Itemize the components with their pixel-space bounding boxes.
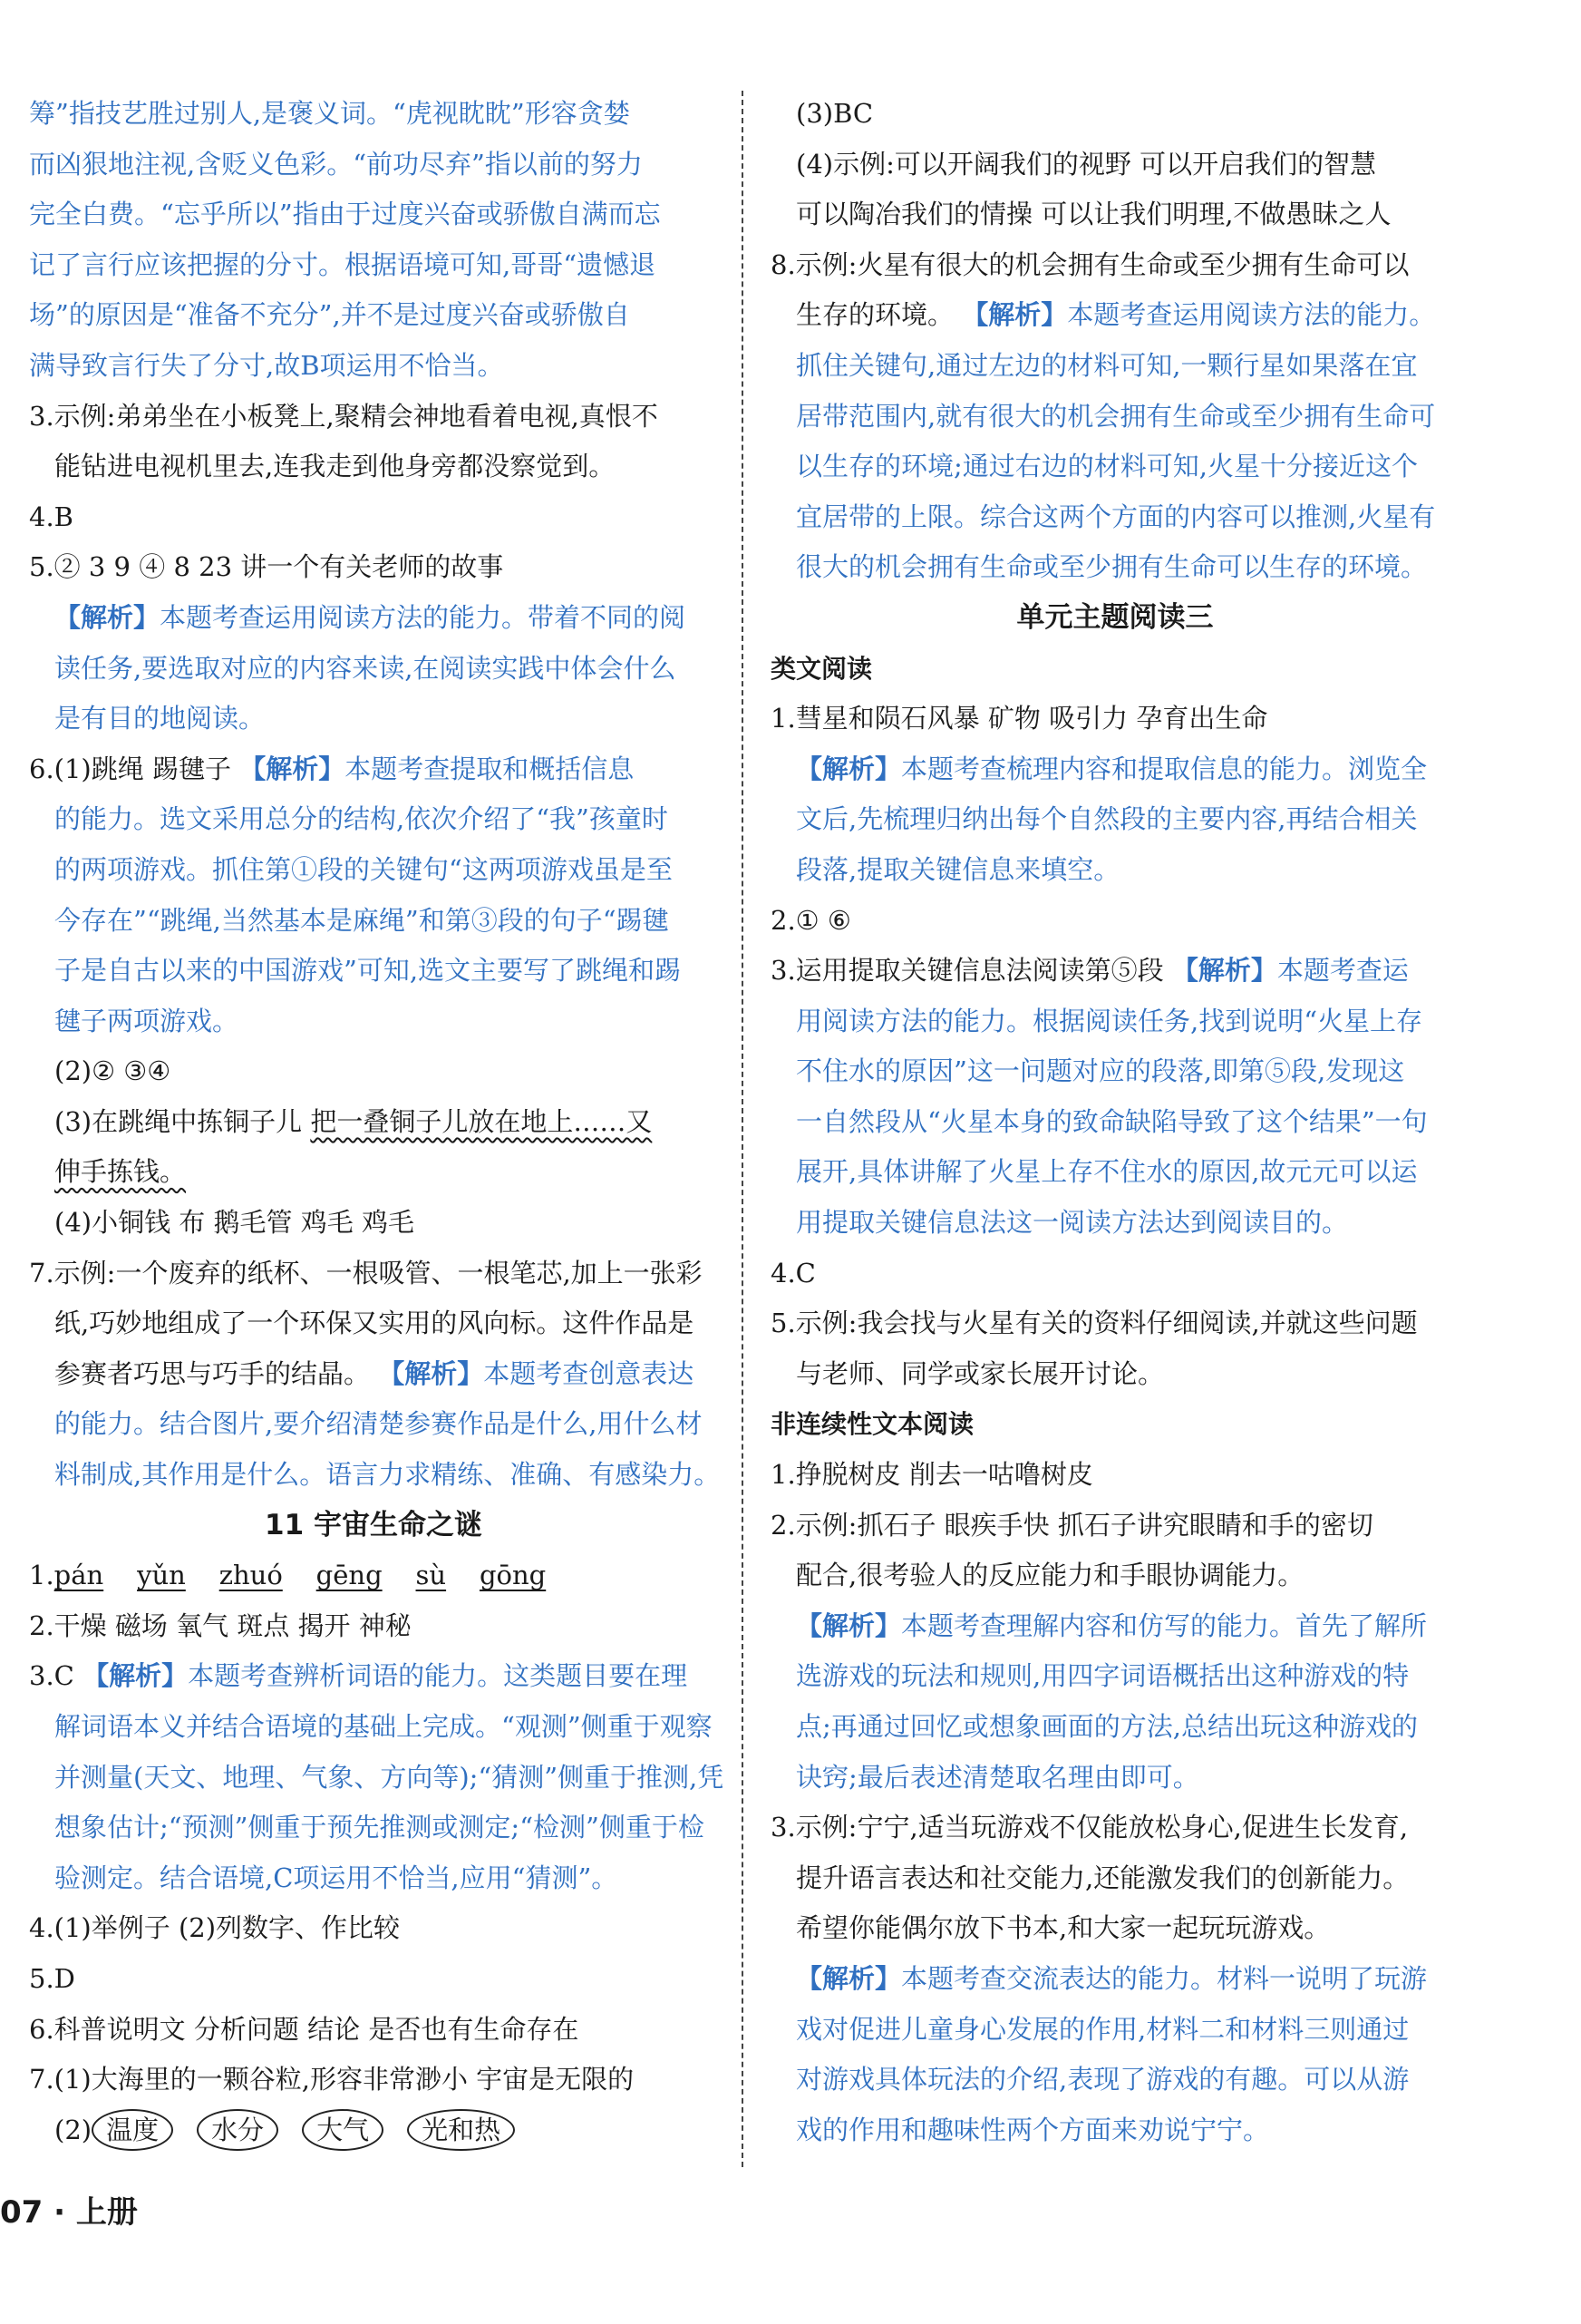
analysis-tag: 【解析】: [239, 753, 345, 784]
text-line: 并测量(天文、地理、气象、方向等);“猜测”侧重于推测,凭: [54, 1761, 724, 1793]
answer-text: 参赛者巧思与巧手的结晶。: [54, 1357, 379, 1389]
text-line: 配合,很考验人的反应能力和手眼协调能力。: [796, 1560, 1305, 1591]
text-line: 戏的作用和趣味性两个方面来劝说宁宁。: [796, 2114, 1270, 2145]
text-line: 抓住关键句,通过左边的材料可知,一颗行星如果落在宜: [796, 349, 1418, 381]
section-title-11: 11 宇宙生命之谜: [265, 1508, 482, 1541]
text-line: 以生存的环境;通过右边的材料可知,火星十分接近这个: [796, 451, 1418, 482]
wavy-underlined-text: 把一叠铜子儿放在地上……又: [310, 1105, 653, 1137]
answer-8: 8.示例:火星有很大的机会拥有生命或至少拥有生命可以: [771, 248, 1410, 280]
analysis-line: [771, 1601, 1460, 1652]
column-divider: [742, 91, 743, 2167]
text-line: 记了言行应该把握的分寸。根据语境可知,哥哥“遗憾退: [29, 248, 656, 280]
analysis-tag: 【解析】: [82, 1660, 189, 1692]
subsection-title: 类文阅读: [771, 653, 873, 684]
answer-text: 3.C: [29, 1660, 83, 1692]
analysis-text: 本题考查运: [1276, 955, 1409, 987]
answer-3: [771, 946, 1460, 997]
pinyin-word: pán: [53, 1560, 104, 1591]
analysis-tag: 【解析】: [796, 1962, 902, 1994]
page-footer: 07 · 上册: [0, 2194, 138, 2231]
right-column: [771, 89, 1460, 2155]
text-line: [29, 1349, 718, 1400]
answer-number: 1.: [29, 1560, 54, 1591]
text-line: 诀窍;最后表述清楚取名理由即可。: [796, 1761, 1199, 1793]
answer-number: (2): [54, 2114, 92, 2145]
text-line: 宜居带的上限。综合这两个方面的内容可以推测,火星有: [796, 501, 1436, 532]
text-line: 的能力。结合图片,要介绍清楚参赛作品是什么,用什么材: [54, 1408, 703, 1440]
subsection-title: 非连续性文本阅读: [771, 1409, 975, 1440]
analysis-text: 本题考查运用阅读方法的能力。带着不同的阅: [160, 601, 686, 633]
analysis-tag: 【解析】: [1171, 955, 1277, 987]
left-column: [29, 89, 724, 2155]
text-line: 用提取关键信息法这一阅读方法达到阅读目的。: [796, 1207, 1349, 1239]
text-line: 验测定。结合语境,C项运用不恰当,应用“猜测”。: [54, 1862, 618, 1893]
text-line: 希望你能偶尔放下书本,和大家一起玩玩游戏。: [796, 1912, 1331, 1944]
answer-4: 4.B: [29, 501, 73, 532]
pinyin-word: sù: [415, 1560, 447, 1591]
answer-text: 生存的环境。: [796, 299, 963, 331]
pinyin-word: zhuó: [218, 1560, 283, 1591]
answer-1: 1.彗星和陨石风暴 矿物 吸引力 孕育出生命: [771, 703, 1268, 734]
answer-5: 5.② 3 9 ④ 8 23 讲一个有关老师的故事: [29, 551, 504, 583]
circled-word: 光和热: [407, 2109, 515, 2151]
text-line: 今存在”“跳绳,当然基本是麻绳”和第③段的句子“踢毽: [54, 904, 669, 936]
analysis-text: 本题考查创意表达: [483, 1357, 694, 1389]
text-line: 用阅读方法的能力。根据阅读任务,找到说明“火星上存: [796, 1005, 1423, 1036]
text-line: (2)② ③④: [54, 1055, 171, 1087]
unit-title: 单元主题阅读三: [1016, 600, 1214, 634]
analysis-tag: 【解析】: [378, 1357, 484, 1389]
answer-3: 3.示例:弟弟坐在小板凳上,聚精会神地看着电视,真恨不: [29, 400, 658, 432]
answer-6: 6.科普说明文 分析问题 结论 是否也有生命存在: [29, 2013, 579, 2045]
analysis-text: 本题考查梳理内容和提取信息的能力。浏览全: [901, 753, 1428, 784]
text-line: 解词语本义并结合语境的基础上完成。“观测”侧重于观察: [54, 1711, 713, 1742]
answer-2: 2.干燥 磁场 氧气 斑点 揭开 神秘: [29, 1609, 412, 1641]
pinyin-word: yǔn: [137, 1560, 186, 1591]
text-line: 展开,具体讲解了火星上存不住水的原因,故元元可以运: [796, 1156, 1418, 1188]
text-line: 段落,提取关键信息来填空。: [796, 853, 1120, 885]
text-line: 而凶狠地注视,含贬义色彩。“前功尽弃”指以前的努力: [29, 148, 643, 180]
answer-3: [29, 1651, 718, 1702]
analysis-text: 本题考查运用阅读方法的能力。: [1067, 299, 1436, 331]
text-line: [771, 290, 1460, 341]
text-line: 文后,先梳理归纳出每个自然段的主要内容,再结合相关: [796, 803, 1418, 835]
text-line: 场”的原因是“准备不充分”,并不是过度兴奋或骄傲自: [29, 299, 630, 331]
pinyin-word: gōng: [479, 1560, 547, 1591]
answer-text: (3)在跳绳中拣铜子儿: [54, 1105, 311, 1137]
circled-answers: [29, 2105, 718, 2156]
text-line: 一自然段从“火星本身的致命缺陷导致了这个结果”一句: [796, 1105, 1428, 1137]
text-line: 居带范围内,就有很大的机会拥有生命或至少拥有生命可: [796, 400, 1436, 432]
text-line: (4)小铜钱 布 鹅毛管 鸡毛 鸡毛: [54, 1207, 414, 1239]
circled-word: 水分: [197, 2109, 278, 2151]
answer-text: 6.(1)跳绳 踢毽子: [29, 753, 240, 784]
text-line: [29, 1147, 718, 1198]
answer-5: 5.示例:我会找与火星有关的资料仔细阅读,并就这些问题: [771, 1308, 1418, 1339]
answer-2: 2.① ⑥: [771, 904, 851, 936]
text-line: 很大的机会拥有生命或至少拥有生命可以生存的环境。: [796, 551, 1428, 583]
text-line: 想象估计;“预测”侧重于预先推测或测定;“检测”侧重于检: [54, 1812, 704, 1843]
text-line: 是有目的地阅读。: [54, 703, 266, 734]
text-line: 纸,巧妙地组成了一个环保又实用的风向标。这件作品是: [54, 1308, 694, 1339]
text-line: 满导致言行失了分寸,故B项运用不恰当。: [29, 349, 504, 381]
text-line: 可以陶冶我们的情操 可以让我们明理,不做愚昧之人: [796, 199, 1392, 230]
wavy-underlined-text: 伸手拣钱。: [54, 1156, 187, 1188]
text-line: 毽子两项游戏。: [54, 1005, 239, 1036]
text-line: 对游戏具体玩法的介绍,表现了游戏的有趣。可以从游: [796, 2064, 1410, 2095]
circled-word: 大气: [302, 2109, 383, 2151]
answer-text: 3.运用提取关键信息法阅读第⑤段: [771, 955, 1172, 987]
answer-2: 2.示例:抓石子 眼疾手快 抓石子讲究眼睛和手的密切: [771, 1509, 1373, 1541]
text-line: 能钻进电视机里去,连我走到他身旁都没察觉到。: [54, 451, 616, 482]
text-line: [29, 1097, 718, 1148]
analysis-text: 本题考查提取和概括信息: [344, 753, 635, 784]
circled-word: 温度: [92, 2109, 173, 2151]
analysis-tag: 【解析】: [54, 601, 160, 633]
text-line: 读任务,要选取对应的内容来读,在阅读实践中体会什么: [54, 652, 676, 684]
analysis-line: [771, 744, 1460, 795]
text-line: 的能力。选文采用总分的结构,依次介绍了“我”孩童时: [54, 803, 668, 835]
text-line: 筹”指技艺胜过别人,是褒义词。“虎视眈眈”形容贪婪: [29, 98, 630, 129]
text-line: 戏对促进儿童身心发展的作用,材料二和材料三则通过: [796, 2013, 1410, 2045]
text-line: 子是自古以来的中国游戏”可知,选文主要写了跳绳和踢: [54, 955, 682, 987]
answer-4: 4.(1)举例子 (2)列数字、作比较: [29, 1912, 401, 1944]
text-line: 选游戏的玩法和规则,用四字词语概括出这种游戏的特: [796, 1660, 1410, 1692]
text-line: 提升语言表达和社交能力,还能激发我们的创新能力。: [796, 1862, 1410, 1893]
answer-7: 7.(1)大海里的一颗谷粒,形容非常渺小 宇宙是无限的: [29, 2064, 635, 2095]
text-line: 与老师、同学或家长展开讨论。: [796, 1357, 1165, 1389]
text-line: (4)示例:可以开阔我们的视野 可以开启我们的智慧: [796, 148, 1377, 180]
answer-4: 4.C: [771, 1257, 816, 1288]
analysis-tag: 【解析】: [796, 753, 902, 784]
text-line: 点;再通过回忆或想象画面的方法,总结出玩这种游戏的: [796, 1711, 1418, 1742]
answer-5: 5.D: [29, 1962, 75, 1994]
analysis-tag: 【解析】: [796, 1609, 902, 1641]
text-line: (3)BC: [796, 98, 874, 129]
answer-7: 7.示例:一个废弃的纸杯、一根吸管、一根笔芯,加上一张彩: [29, 1257, 703, 1288]
answer-6: [29, 744, 718, 795]
answer-pinyin: [29, 1551, 718, 1601]
answer-3: 3.示例:宁宁,适当玩游戏不仅能放松身心,促进生长发育,: [771, 1812, 1409, 1843]
analysis-tag: 【解析】: [962, 299, 1068, 331]
text-line: 料制成,其作用是什么。语言力求精练、准确、有感染力。: [54, 1459, 721, 1491]
answer-1: 1.挣脱树皮 削去一咕噜树皮: [771, 1459, 1093, 1491]
text-line: 完全白费。“忘乎所以”指由于过度兴奋或骄傲自满而忘: [29, 199, 661, 230]
text-line: 的两项游戏。抓住第①段的关键句“这两项游戏虽是至: [54, 853, 673, 885]
analysis-text: 本题考查交流表达的能力。材料一说明了玩游: [901, 1962, 1428, 1994]
analysis-line: [29, 593, 718, 644]
analysis-text: 本题考查理解内容和仿写的能力。首先了解所: [901, 1609, 1428, 1641]
text-line: 不住水的原因”这一问题对应的段落,即第⑤段,发现这: [796, 1055, 1405, 1087]
pinyin-word: gēng: [315, 1560, 383, 1591]
analysis-text: 本题考查辨析词语的能力。这类题目要在理: [188, 1660, 688, 1692]
analysis-line: [771, 1954, 1460, 2005]
